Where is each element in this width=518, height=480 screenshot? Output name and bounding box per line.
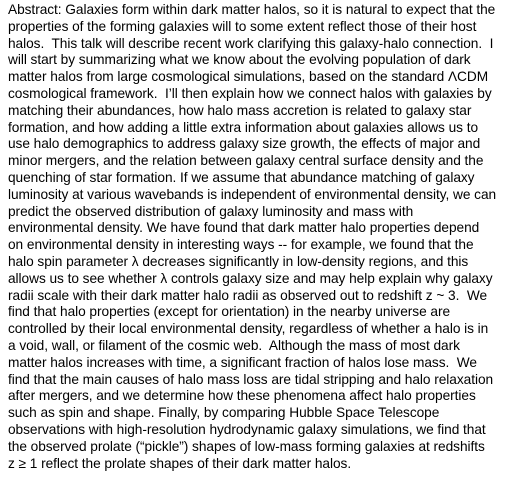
abstract-line: find that the main causes of halo mass loss are tidal stripping and halo relaxation — [8, 371, 494, 387]
abstract-line: on environmental density in interesting ways -- for example, we found that the — [8, 237, 474, 253]
abstract-line: Abstract: Galaxies form within dark matter halos, so it is natural to expect that the — [8, 2, 496, 17]
abstract-line: use halo demographics to address galaxy size growth, the effects of major and — [8, 136, 481, 152]
abstract-line: the observed prolate (“pickle”) shapes of low-mass forming galaxies at redshifts — [8, 438, 485, 454]
abstract-line: matching their abundances, how halo mass accretion is related to galaxy star — [8, 102, 472, 118]
abstract-line: halo spin parameter λ decreases significantly in low-density regions, and this — [8, 253, 469, 269]
abstract-line: quenching of star formation. If we assume that abundance matching of galaxy — [8, 169, 475, 185]
abstract-line: environmental density. We have found that dark matter halo properties depend — [8, 220, 480, 236]
abstract-line: controlled by their local environmental density, regardless of whether a halo is in — [8, 321, 489, 337]
abstract-document — [8, 2, 512, 478]
abstract-line: cosmological framework. I’ll then explain how we connect halos with galaxies by — [8, 85, 492, 101]
abstract-line: minor mergers, and the relation between galaxy central surface density and the — [8, 153, 484, 169]
abstract-line: luminosity at various wavebands is independent of environmental density, we can — [8, 186, 497, 202]
abstract-line: predict the observed distribution of galaxy luminosity and mass with — [8, 203, 414, 219]
abstract-line: observations with high-resolution hydrodynamic galaxy simulations, we find that — [8, 421, 486, 437]
abstract-line: matter halos from large cosmological simulations, based on the standard ΛCDM — [8, 69, 489, 85]
abstract-line: a void, wall, or filament of the cosmic web. Although the mass of most dark — [8, 337, 460, 353]
abstract-line: halos. This talk will describe recent work clarifying this galaxy-halo connection. I — [8, 35, 494, 51]
abstract-line: formation, and how adding a little extra information about galaxies allows us to — [8, 119, 479, 135]
abstract-line: such as spin and shape. Finally, by comparing Hubble Space Telescope — [8, 405, 440, 421]
abstract-line: matter halos increases with time, a significant fraction of halos lose mass. We — [8, 354, 477, 370]
abstract-text — [8, 2, 512, 472]
abstract-line: after mergers, and we determine how these phenomena affect halo properties — [8, 388, 476, 404]
abstract-line: find that halo properties (except for orientation) in the nearby universe are — [8, 304, 451, 320]
abstract-line: will start by summarizing what we know about the evolving population of dark — [8, 52, 471, 68]
abstract-line: allows us to see whether λ controls galaxy size and may help explain why galaxy — [8, 270, 493, 286]
abstract-line: properties of the forming galaxies will to some extent reflect those of their host — [8, 18, 477, 34]
abstract-line: z ≥ 1 reflect the prolate shapes of their dark matter halos. — [8, 455, 352, 471]
abstract-line: radii scale with their dark matter halo radii as observed out to redshift z ~ 3. We — [8, 287, 488, 303]
